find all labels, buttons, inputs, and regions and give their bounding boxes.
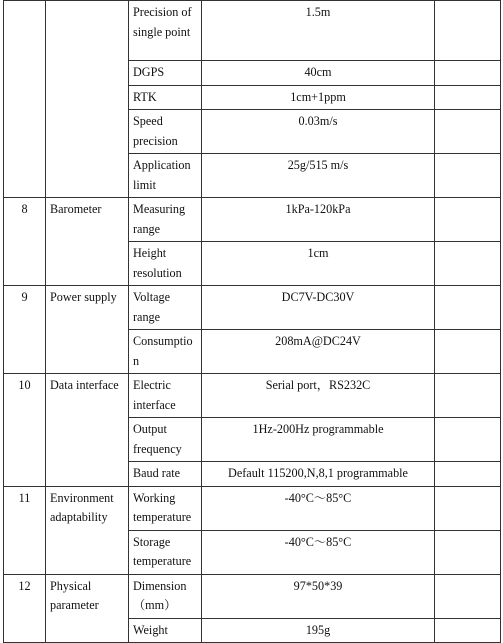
row-number-cell: 10 <box>4 374 46 487</box>
remark-cell <box>435 330 501 374</box>
remark-cell <box>435 574 501 618</box>
remark-cell <box>435 418 501 462</box>
row-number-cell: 8 <box>4 198 46 286</box>
parameter-cell: Storage temperature <box>129 530 202 574</box>
remark-cell <box>435 110 501 154</box>
parameter-cell: DGPS <box>129 61 202 86</box>
parameter-cell: Output frequency <box>129 418 202 462</box>
remark-cell <box>435 1 501 61</box>
remark-cell <box>435 61 501 86</box>
row-number-cell: 12 <box>4 574 46 643</box>
table-row <box>4 374 501 418</box>
value-cell: -40°C～85°C <box>202 530 435 574</box>
value-cell: 1cm <box>202 242 435 286</box>
parameter-cell: Precision of single point <box>129 1 202 61</box>
parameter-cell: Voltage range <box>129 286 202 330</box>
remark-cell <box>435 85 501 110</box>
value-cell: -40°C～85°C <box>202 486 435 530</box>
parameter-cell: Baud rate <box>129 462 202 487</box>
table-row <box>4 286 501 330</box>
remark-cell <box>435 154 501 198</box>
value-cell: Serial port，RS232C <box>202 374 435 418</box>
remark-cell <box>435 462 501 487</box>
remark-cell <box>435 242 501 286</box>
remark-cell <box>435 486 501 530</box>
parameter-cell: Consumption <box>129 330 202 374</box>
remark-cell <box>435 198 501 242</box>
remark-cell <box>435 530 501 574</box>
item-cell: Environment adaptability <box>46 486 129 574</box>
parameter-cell: Weight <box>129 618 202 643</box>
parameter-cell: Measuring range <box>129 198 202 242</box>
value-cell: 208mA@DC24V <box>202 330 435 374</box>
remark-cell <box>435 374 501 418</box>
value-cell: 97*50*39 <box>202 574 435 618</box>
item-cell: Power supply <box>46 286 129 374</box>
value-cell: Default 115200,N,8,1 programmable <box>202 462 435 487</box>
value-cell: 25g/515 m/s <box>202 154 435 198</box>
value-cell: 1.5m <box>202 1 435 61</box>
table-row <box>4 574 501 618</box>
item-cell: Barometer <box>46 198 129 286</box>
table-row <box>4 198 501 242</box>
parameter-cell: Working temperature <box>129 486 202 530</box>
remark-cell <box>435 618 501 643</box>
remark-cell <box>435 286 501 330</box>
parameter-cell: Application limit <box>129 154 202 198</box>
item-cell <box>46 1 129 198</box>
item-cell: Physical parameter <box>46 574 129 643</box>
item-cell: Data interface <box>46 374 129 487</box>
value-cell: 1cm+1ppm <box>202 85 435 110</box>
value-cell: DC7V-DC30V <box>202 286 435 330</box>
value-cell: 1kPa-120kPa <box>202 198 435 242</box>
spec-table <box>3 0 501 643</box>
parameter-cell: Dimension（mm） <box>129 574 202 618</box>
value-cell: 0.03m/s <box>202 110 435 154</box>
table-row <box>4 1 501 61</box>
parameter-cell: Height resolution <box>129 242 202 286</box>
row-number-cell: 11 <box>4 486 46 574</box>
value-cell: 195g <box>202 618 435 643</box>
value-cell: 1Hz-200Hz programmable <box>202 418 435 462</box>
value-cell: 40cm <box>202 61 435 86</box>
row-number-cell: 9 <box>4 286 46 374</box>
parameter-cell: RTK <box>129 85 202 110</box>
parameter-cell: Electric interface <box>129 374 202 418</box>
parameter-cell: Speed precision <box>129 110 202 154</box>
row-number-cell <box>4 1 46 198</box>
table-row <box>4 486 501 530</box>
